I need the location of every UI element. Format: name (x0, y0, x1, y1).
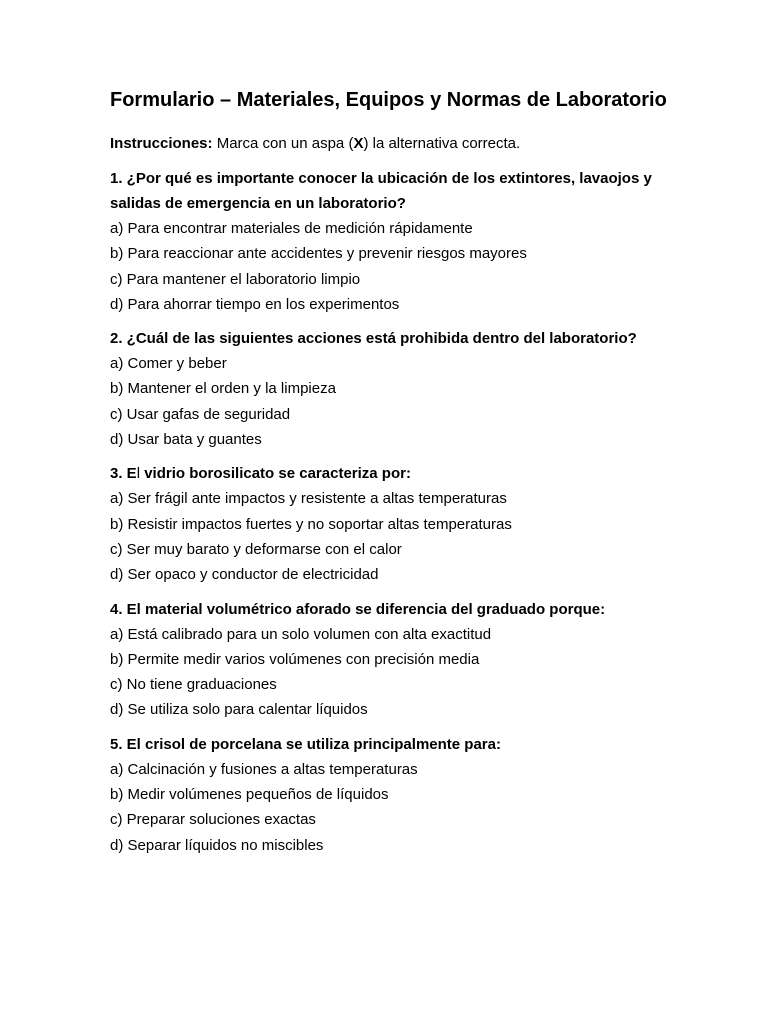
option-c: c) Ser muy barato y deformarse con el calor (110, 540, 402, 558)
question-text-mid: l (136, 465, 141, 483)
option-a: a) Ser frágil ante impactos y resistente a altas temperaturas (110, 490, 507, 508)
document-title: Formulario – Materiales, Equipos y Normas de Laboratorio (110, 89, 667, 111)
option-a: a) Calcinación y fusiones a altas temperaturas (110, 760, 418, 778)
question-text-rest: vidrio borosilicato se caracteriza por: (140, 465, 411, 483)
option-c: c) Usar gafas de seguridad (110, 405, 291, 423)
option-a: a) Para encontrar materiales de medición rápidamente (110, 220, 473, 237)
question-text (110, 461, 668, 486)
instructions-label: Instrucciones: (110, 135, 213, 152)
option-b: b) Medir volúmenes pequeños de líquidos (110, 786, 389, 804)
option-d: d) Ser opaco y conductor de electricidad (110, 566, 379, 584)
option-b: b) Permite medir varios volúmenes con precisión media (110, 650, 480, 668)
option-b: b) Resistir impactos fuertes y no soportar altas temperaturas (110, 515, 512, 533)
question-1 (110, 166, 668, 317)
option-c: c) Para mantener el laboratorio limpio (110, 270, 361, 288)
option-d: d) Separar líquidos no miscibles (110, 836, 324, 854)
instructions-text-after: ) la alternativa correcta. (363, 135, 521, 152)
option-c: c) No tiene graduaciones (110, 676, 277, 694)
question-text: 5. El crisol de porcelana se utiliza principalmente para: (110, 735, 501, 753)
instructions-text-before: Marca con un aspa ( (212, 135, 354, 152)
option-a: a) Comer y beber (110, 355, 227, 373)
question-3 (110, 461, 668, 587)
option-b: b) Para reaccionar ante accidentes y prevenir riesgos mayores (110, 245, 527, 263)
question-5 (110, 732, 668, 858)
question-4 (110, 597, 668, 723)
question-text: 4. El material volumétrico aforado se diferencia del graduado porque: (110, 600, 606, 618)
question-2 (110, 326, 668, 452)
option-c: c) Preparar soluciones exactas (110, 811, 316, 829)
instructions (110, 131, 668, 156)
instructions-mark: X (353, 135, 364, 152)
question-text: 1. ¿Por qué es importante conocer la ubicación de los extintores, lavaojos y salidas de emergencia en un laboratorio? (110, 170, 652, 212)
option-a: a) Está calibrado para un solo volumen con alta exactitud (110, 625, 492, 643)
option-d: d) Usar bata y guantes (110, 431, 262, 449)
question-text: 2. ¿Cuál de las siguientes acciones está prohibida dentro del laboratorio? (110, 330, 637, 348)
option-d: d) Se utiliza solo para calentar líquidos (110, 701, 368, 719)
question-text-prefix: 3. E (110, 465, 137, 483)
option-b: b) Mantener el orden y la limpieza (110, 380, 336, 398)
option-d: d) Para ahorrar tiempo en los experimentos (110, 295, 400, 313)
